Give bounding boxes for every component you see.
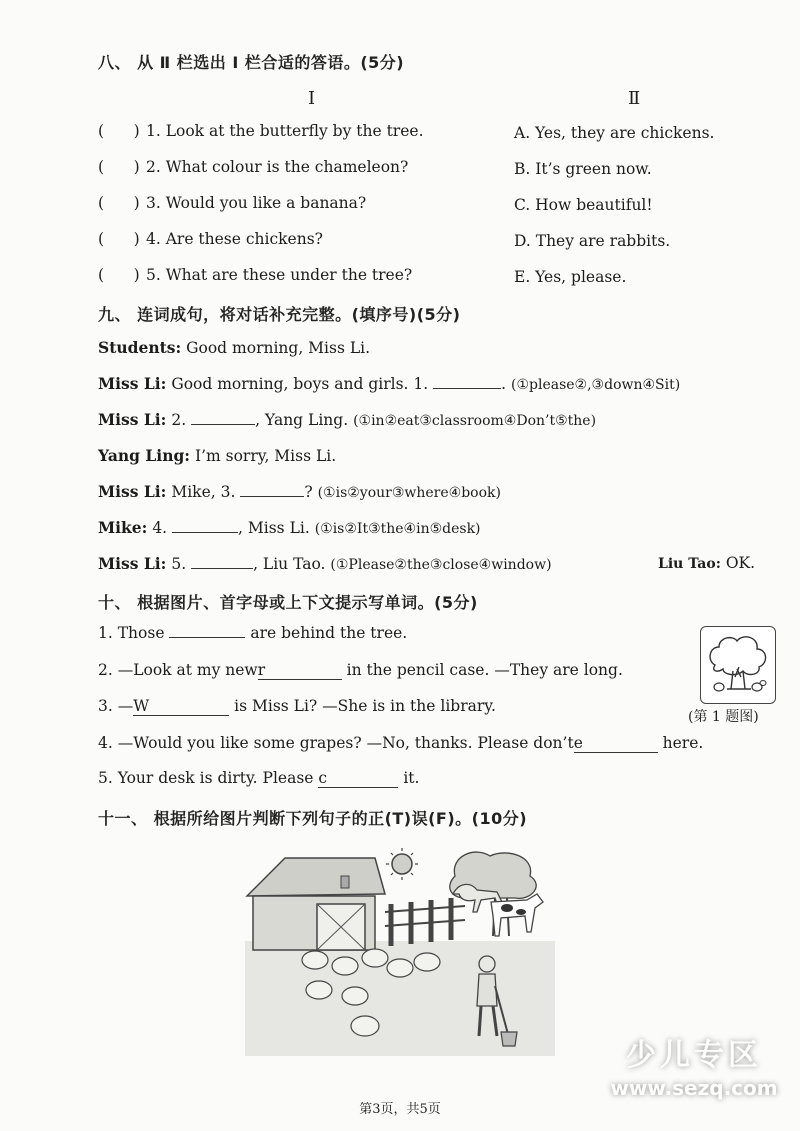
question-3: 3. Would you like a banana?: [146, 194, 367, 212]
word-hint: (①please②,③down④Sit): [511, 377, 681, 393]
fill-item-5: [98, 769, 419, 788]
speaker: Miss Li:: [98, 410, 167, 429]
item-text: it.: [403, 769, 420, 787]
question-2: 2. What colour is the chameleon?: [146, 158, 409, 176]
section11-title: 十一、 根据所给图片判断下列句子的正(T)误(F)。(10分): [98, 809, 528, 828]
answer-a: A. Yes, they are chickens.: [514, 124, 715, 142]
speaker: Miss Li:: [98, 482, 167, 501]
answer-blank[interactable]: [240, 482, 304, 497]
dialogue-text: 2.: [171, 411, 187, 429]
page-number: 第3页，共5页: [359, 1102, 441, 1117]
answer-blank[interactable]: r: [258, 661, 342, 680]
dialogue-text: 4.: [152, 519, 168, 537]
item-text: 1. Those: [98, 624, 165, 642]
dialogue-line-5: [98, 482, 501, 501]
item-text: 5. Your desk is dirty. Please: [98, 769, 314, 787]
word-hint: (①is②your③where④book): [317, 485, 501, 501]
item-text: are behind the tree.: [250, 624, 408, 642]
answer-e: E. Yes, please.: [514, 268, 627, 286]
answer-blank[interactable]: [191, 554, 253, 569]
fill-item-1: [98, 624, 407, 642]
answer-blank[interactable]: W: [133, 697, 229, 716]
answer-paren[interactable]: ( ): [98, 266, 140, 284]
farm-scene-illustration: [245, 846, 555, 1060]
fill-item-3: [98, 697, 496, 716]
watermark-url: www.sezq.com: [610, 1076, 778, 1100]
answer-blank[interactable]: [191, 410, 255, 425]
item-text: is Miss Li? —She is in the library.: [234, 697, 496, 715]
dialogue-text: I’m sorry, Miss Li.: [194, 447, 337, 465]
section9-title: 九、 连词成句，将对话补充完整。(填序号)(5分): [98, 305, 461, 324]
dialogue-line-7: [98, 554, 552, 573]
answer-d: D. They are rabbits.: [514, 232, 671, 250]
answer-blank[interactable]: [172, 518, 238, 533]
dialogue-line-1: [98, 338, 370, 357]
item-text: 3. —: [98, 697, 134, 715]
question-5: 5. What are these under the tree?: [146, 266, 413, 284]
answer-c: C. How beautiful!: [514, 196, 653, 214]
word-hint: (①is②It③the④in⑤desk): [314, 521, 481, 537]
section10-title: 十、 根据图片、首字母或上下文提示写单词。(5分): [98, 593, 478, 612]
farm-scene-icon: [245, 846, 555, 1056]
item-text: 2. —Look at my new: [98, 661, 258, 679]
word-hint: (①in②eat③classroom④Don’t⑤the): [353, 413, 597, 429]
question-4: 4. Are these chickens?: [146, 230, 323, 248]
answer-b: B. It’s green now.: [514, 160, 652, 178]
dialogue-line-3: [98, 410, 596, 429]
speaker: Miss Li:: [98, 374, 167, 393]
dialogue-text: .: [501, 375, 507, 393]
answer-blank[interactable]: [433, 374, 501, 389]
answer-paren[interactable]: ( ): [98, 122, 140, 140]
item-text: in the pencil case. —They are long.: [346, 661, 623, 679]
speaker: Mike:: [98, 518, 148, 537]
dialogue-text: Mike, 3.: [171, 483, 236, 501]
dialogue-text: Good morning, boys and girls. 1.: [171, 375, 429, 393]
answer-paren[interactable]: ( ): [98, 158, 140, 176]
watermark-logo: [604, 1030, 784, 1110]
dialogue-text: , Yang Ling.: [255, 411, 349, 429]
dialogue-text: 5.: [171, 555, 187, 573]
speaker: Miss Li:: [98, 554, 167, 573]
tree-figure: [700, 626, 776, 704]
dialogue-text: ?: [304, 483, 313, 501]
dialogue-text: , Liu Tao.: [253, 555, 326, 573]
dialogue-text: Good morning, Miss Li.: [186, 339, 371, 357]
word-hint: (①Please②the③close④window): [330, 557, 552, 573]
dialogue-text: OK.: [725, 554, 756, 572]
question-1: 1. Look at the butterfly by the tree.: [146, 122, 424, 140]
column-i-header: Ⅰ: [308, 88, 316, 109]
watermark-title: 少儿专区: [626, 1038, 762, 1073]
speaker: Students:: [98, 338, 182, 357]
dialogue-line-6: [98, 518, 481, 537]
figure-caption: (第 1 题图): [688, 709, 759, 725]
tree-icon: [701, 627, 775, 703]
section8-title: 八、 从 Ⅱ 栏选出 Ⅰ 栏合适的答语。(5分): [98, 53, 405, 72]
item-text: 4. —Would you like some grapes? —No, thanks. Please don’t: [98, 734, 574, 752]
answer-blank[interactable]: [169, 637, 245, 638]
dialogue-reply: [658, 554, 755, 572]
fill-item-4: [98, 734, 703, 753]
dialogue-text: , Miss Li.: [238, 519, 310, 537]
answer-blank[interactable]: e: [574, 734, 658, 753]
dialogue-line-2: [98, 374, 680, 393]
dialogue-line-4: [98, 446, 336, 465]
item-text: here.: [662, 734, 704, 752]
answer-paren[interactable]: ( ): [98, 194, 140, 212]
fill-item-2: [98, 661, 623, 680]
speaker: Liu Tao:: [658, 556, 721, 572]
speaker: Yang Ling:: [98, 446, 191, 465]
answer-blank[interactable]: c: [318, 769, 398, 788]
column-ii-header: Ⅱ: [628, 88, 641, 109]
answer-paren[interactable]: ( ): [98, 230, 140, 248]
